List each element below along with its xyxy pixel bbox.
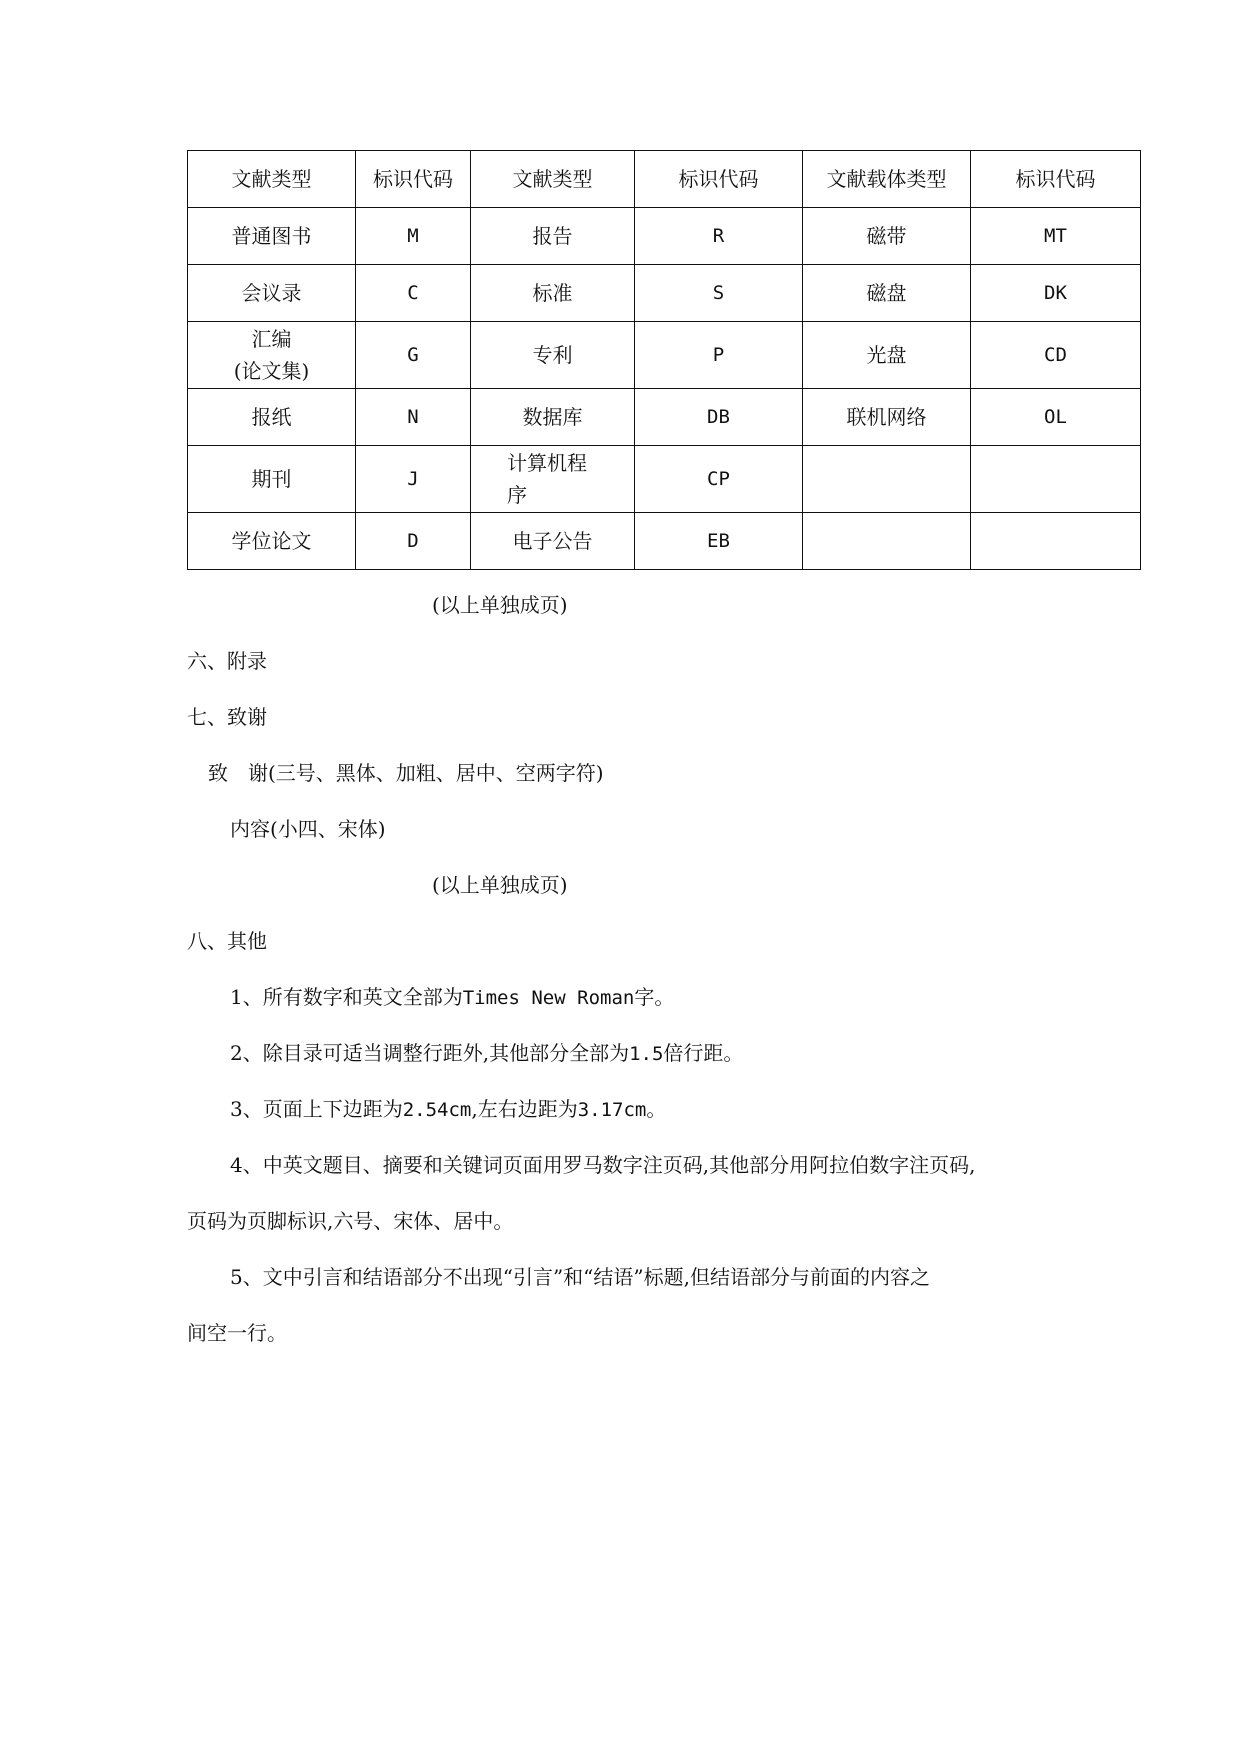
code-cell: CD [971, 322, 1141, 389]
code-cell [971, 446, 1141, 513]
rule-text: ,左右边距为 [471, 1097, 578, 1121]
carrier-cell [803, 446, 971, 513]
type-cell: 期刊 [188, 446, 356, 513]
code-cell: M [356, 208, 471, 265]
separate-page-note: (以上单独成页) [432, 593, 568, 617]
section-other-heading: 八、其他 [187, 929, 267, 953]
type-cell-line: 计算机程 [507, 451, 587, 475]
type-cell [471, 446, 635, 513]
code-cell: OL [971, 389, 1141, 446]
table-row [188, 265, 1141, 322]
header-cell: 文献类型 [471, 151, 635, 208]
rule-text: 。 [646, 1097, 667, 1121]
section-appendix-heading: 六、附录 [187, 649, 267, 673]
carrier-cell: 磁盘 [803, 265, 971, 322]
left-right-margin-value: 3.17cm [577, 1099, 647, 1121]
rule-text: 倍行距。 [663, 1041, 744, 1065]
code-cell: CP [635, 446, 803, 513]
type-cell: 专利 [471, 322, 635, 389]
code-cell: J [356, 446, 471, 513]
table-row [188, 513, 1141, 570]
type-cell: 学位论文 [188, 513, 356, 570]
code-cell: C [356, 265, 471, 322]
type-cell: 普通图书 [188, 208, 356, 265]
carrier-cell [803, 513, 971, 570]
rule-5-line-2: 间空一行。 [187, 1321, 287, 1345]
top-bottom-margin-value: 2.54cm [402, 1099, 472, 1121]
acknowledgement-content-note: 内容(小四、宋体) [230, 817, 386, 841]
rule-text: 2、除目录可适当调整行距外,其他部分全部为 [230, 1041, 630, 1065]
document-type-code-table [187, 150, 1141, 570]
table-row [188, 446, 1141, 513]
carrier-cell: 磁带 [803, 208, 971, 265]
type-cell: 报告 [471, 208, 635, 265]
rule-text: 1、所有数字和英文全部为 [230, 985, 463, 1009]
code-cell: EB [635, 513, 803, 570]
code-cell: S [635, 265, 803, 322]
table-row [188, 389, 1141, 446]
acknowledgement-title-note: 致 谢(三号、黑体、加粗、居中、空两字符) [208, 761, 604, 785]
rule-text: 字。 [634, 985, 675, 1009]
header-cell: 标识代码 [356, 151, 471, 208]
rule-2 [230, 1038, 743, 1069]
code-cell: MT [971, 208, 1141, 265]
table-row [188, 322, 1141, 389]
code-cell [971, 513, 1141, 570]
code-cell: P [635, 322, 803, 389]
section-acknowledgement-heading: 七、致谢 [187, 705, 267, 729]
type-cell-line: 序 [507, 483, 527, 507]
table-row [188, 208, 1141, 265]
type-cell-line: 汇编 [251, 327, 292, 351]
rule-4-line-1: 4、中英文题目、摘要和关键词页面用罗马数字注页码,其他部分用阿拉伯数字注页码, [230, 1153, 976, 1177]
header-cell: 文献类型 [188, 151, 356, 208]
font-name: Times New Roman [462, 987, 635, 1009]
type-cell: 电子公告 [471, 513, 635, 570]
header-cell: 文献载体类型 [803, 151, 971, 208]
code-cell: G [356, 322, 471, 389]
code-cell: D [356, 513, 471, 570]
code-cell: R [635, 208, 803, 265]
type-cell: 报纸 [188, 389, 356, 446]
header-cell: 标识代码 [635, 151, 803, 208]
code-cell: DK [971, 265, 1141, 322]
carrier-cell: 光盘 [803, 322, 971, 389]
rule-1 [230, 982, 674, 1013]
separate-page-note: (以上单独成页) [432, 873, 568, 897]
type-cell-line: (论文集) [233, 359, 310, 383]
rule-5-line-1: 5、文中引言和结语部分不出现“引言”和“结语”标题,但结语部分与前面的内容之 [230, 1265, 930, 1289]
type-cell: 会议录 [188, 265, 356, 322]
type-cell [188, 322, 356, 389]
rule-3 [230, 1094, 666, 1125]
rule-text: 3、页面上下边距为 [230, 1097, 403, 1121]
code-cell: DB [635, 389, 803, 446]
rule-4-line-2: 页码为页脚标识,六号、宋体、居中。 [187, 1209, 514, 1233]
type-cell: 数据库 [471, 389, 635, 446]
line-spacing-value: 1.5 [629, 1043, 664, 1065]
carrier-cell: 联机网络 [803, 389, 971, 446]
type-cell: 标准 [471, 265, 635, 322]
table-header-row [188, 151, 1141, 208]
header-cell: 标识代码 [971, 151, 1141, 208]
code-cell: N [356, 389, 471, 446]
